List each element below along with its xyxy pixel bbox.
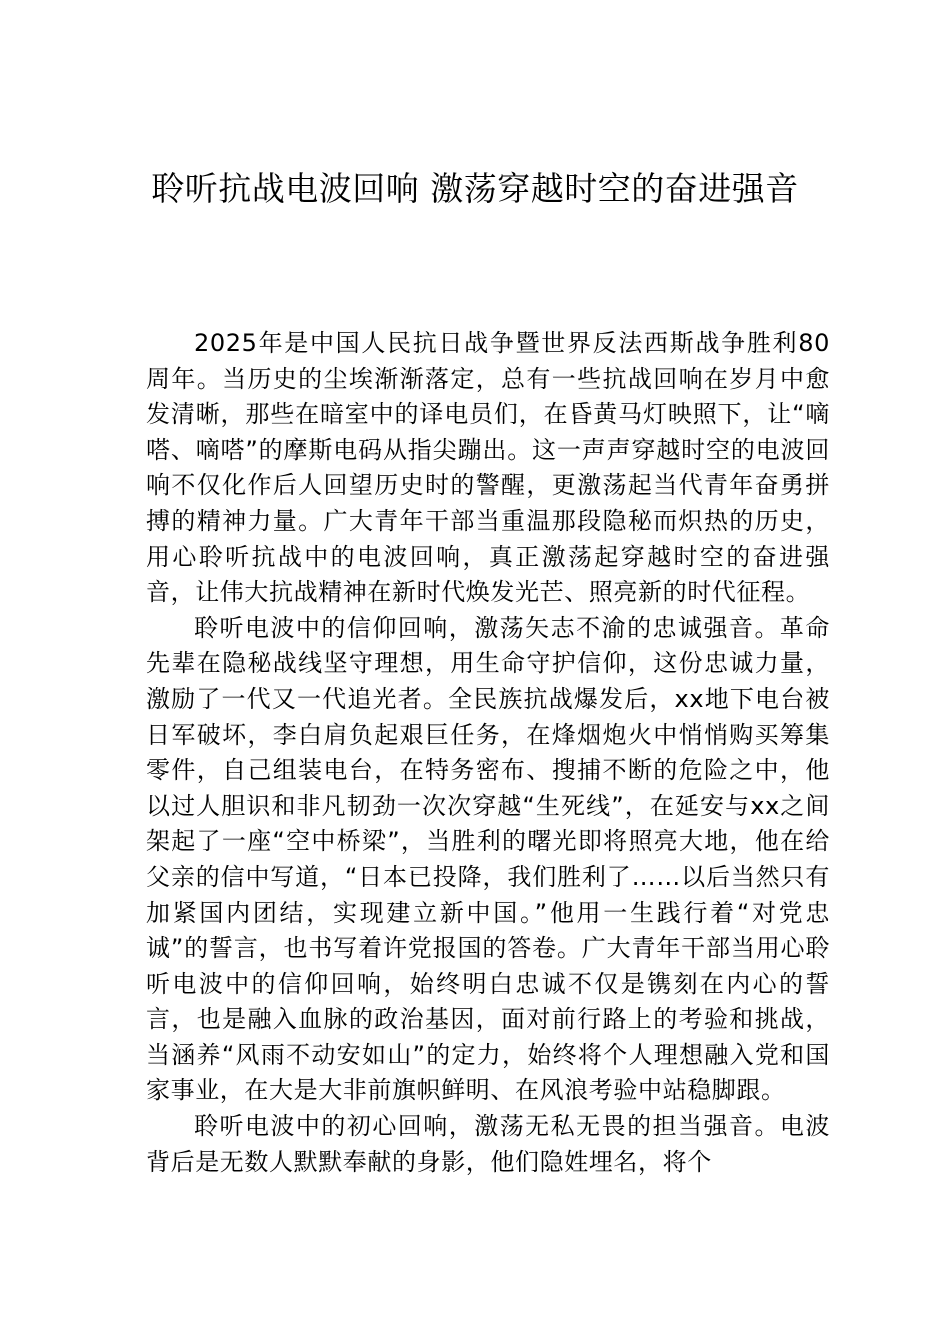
paragraph-commitment: 聆听电波中的初心回响，激荡无私无畏的担当强音。电波背后是无数人默默奉献的身影，他们隐姓埋名，将个 — [146, 1112, 830, 1176]
paragraph-faith: 聆听电波中的信仰回响，激荡矢志不渝的忠诚强音。革命先辈在隐秘战线坚守理想，用生命守护信仰，这份忠诚力量，激励了一代又一代追光者。全民族抗战爆发后，xx地下电台被日军破坏，李白肩负起艰巨任务，在烽烟炮火中悄悄购买筹集零件，自己组装电台，在特务密布、搜捕不断的危险之中，他以过人胆识和非凡韧劲一次次穿越“生死线”，在延安与xx之间架起了一座“空中桥梁”，当胜利的曙光即将照亮大地，他在给父亲的信中写道，“日本已投降，我们胜利了……以后当然只有加紧国内团结，实现建立新中国。”他用一生践行着“对党忠诚”的誓言，也书写着许党报国的答卷。广大青年干部当用心聆听电波中的信仰回响，始终明白忠诚不仅是镌刻在内心的誓言，也是融入血脉的政治基因，面对前行路上的考验和挑战，当涵养“风雨不动安如山”的定力，始终将个人理想融入党和国家事业，在大是大非前旗帜鲜明、在风浪考验中站稳脚跟。 — [146, 613, 830, 1105]
document-body — [146, 326, 830, 1180]
document-title: 聆听抗战电波回响 激荡穿越时空的奋进强音 — [151, 169, 799, 208]
paragraph-intro: 2025年是中国人民抗日战争暨世界反法西斯战争胜利80周年。当历史的尘埃渐渐落定，总有一些抗战回响在岁月中愈发清晰，那些在暗室中的译电员们，在昏黄马灯映照下，让“嘀嗒、嘀嗒”的摩斯电码从指尖蹦出。这一声声穿越时空的电波回响不仅化作后人回望历史时的警醒，更激荡起当代青年奋勇拼搏的精神力量。广大青年干部当重温那段隐秘而炽热的历史，用心聆听抗战中的电波回响，真正激荡起穿越时空的奋进强音，让伟大抗战精神在新时代焕发光芒、照亮新的时代征程。 — [146, 329, 830, 607]
